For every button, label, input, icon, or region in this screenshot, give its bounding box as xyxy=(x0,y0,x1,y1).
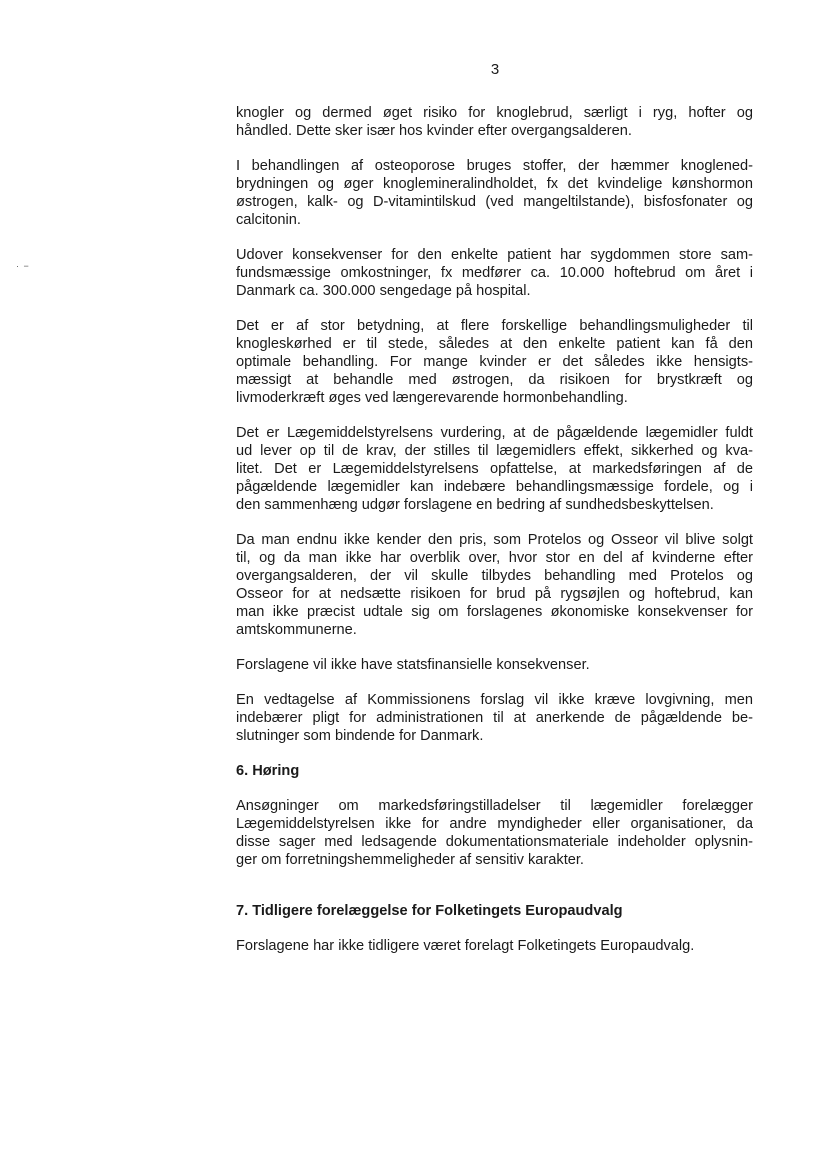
text-line: amtskommunerne. xyxy=(236,622,357,638)
text-line: mæssigt at behandle med østrogen, da risikoen for brystkræft og xyxy=(236,372,753,388)
paragraph-legislation xyxy=(236,691,753,745)
text-line: Danmark ca. 300.000 sengedage på hospital. xyxy=(236,283,531,299)
paragraph-treatment xyxy=(236,157,753,229)
text-line: Lægemiddelstyrelsen ikke for andre myndigheder eller organisationer, da xyxy=(236,816,753,832)
text-line: Da man endnu ikke kender den pris, som Protelos og Osseor vil blive solgt xyxy=(236,532,753,548)
text-line: østrogen, kalk- og D-vitamintilskud (ved mangeltilstande), bisfosfonater og xyxy=(236,194,753,210)
text-line: knogler og dermed øget risiko for knoglebrud, særligt i ryg, hofter og xyxy=(236,105,753,121)
text-line: I behandlingen af osteoporose bruges stoffer, der hæmmer knoglened- xyxy=(236,158,753,174)
text-line: indebærer pligt for administrationen til at anerkende de pågældende be- xyxy=(236,710,753,726)
text-line: Ansøgninger om markedsføringstilladelser til lægemidler forelægger xyxy=(236,798,753,814)
section-heading-prior-submission: 7. Tidligere forelæggelse for Folketingets Europaudvalg xyxy=(236,903,623,919)
paragraph-societal-costs xyxy=(236,246,753,300)
paragraph-prior-submission xyxy=(236,937,753,955)
text-line: disse sager med ledsagende dokumentationsmateriale indeholder oplysnin- xyxy=(236,834,753,850)
paragraph-state-finance xyxy=(236,656,753,674)
text-line: håndled. Dette sker især hos kvinder efter overgangsalderen. xyxy=(236,123,632,139)
text-line: ger om forretningshemmeligheder af sensitiv karakter. xyxy=(236,852,584,868)
text-line: livmoderkræft øges ved længerevarende hormonbehandling. xyxy=(236,390,628,406)
text-line: Udover konsekvenser for den enkelte patient har sygdommen store sam- xyxy=(236,247,753,263)
page-number: 3 xyxy=(490,61,500,78)
text-line: brydningen og øger knoglemineralindholdet, fx det kvindelige kønshormon xyxy=(236,176,753,192)
paragraph-treatment-options xyxy=(236,317,753,407)
text-line: optimale behandling. For mange kvinder er det således ikke hensigts- xyxy=(236,354,753,370)
text-line: den sammenhæng udgør forslagene en bedring af sundhedsbeskyttelsen. xyxy=(236,497,714,513)
text-line: slutninger som bindende for Danmark. xyxy=(236,728,484,744)
scan-mark: · − xyxy=(16,261,30,271)
paragraph-agency-assessment xyxy=(236,424,753,514)
paragraph-economic-consequences xyxy=(236,531,753,639)
text-line: Forslagene vil ikke have statsfinansielle konsekvenser. xyxy=(236,657,590,673)
paragraph-hearing xyxy=(236,797,753,869)
section-heading-hearing: 6. Høring xyxy=(236,763,300,779)
text-line: Osseor for at nedsætte risikoen for brud på rygsøjlen og hoftebrud, kan xyxy=(236,586,753,602)
text-line: man ikke præcist udtale sig om forslagenes økonomiske konsekvenser for xyxy=(236,604,753,620)
text-line: litet. Det er Lægemiddelstyrelsens opfattelse, at markedsføringen af de xyxy=(236,461,753,477)
text-line: Det er Lægemiddelstyrelsens vurdering, at de pågældende lægemidler fuldt xyxy=(236,425,753,441)
text-line: Det er af stor betydning, at flere forskellige behandlingsmuligheder til xyxy=(236,318,753,334)
text-line: Forslagene har ikke tidligere været forelagt Folketingets Europaudvalg. xyxy=(236,938,695,954)
text-line: En vedtagelse af Kommissionens forslag vil ikke kræve lovgivning, men xyxy=(236,692,753,708)
document-body xyxy=(236,104,753,955)
text-line: til, og da man ikke har overblik over, hvor stor en del af kvinderne efter xyxy=(236,550,753,566)
text-line: pågældende lægemidler kan indebære behandlingsmæssige fordele, og i xyxy=(236,479,753,495)
paragraph-osteoporosis-risk xyxy=(236,104,753,140)
text-line: overgangsalderen, der vil skulle tilbydes behandling med Protelos og xyxy=(236,568,753,584)
text-line: knogleskørhed er til stede, således at den enkelte patient kan få den xyxy=(236,336,753,352)
text-line: fundsmæssige omkostninger, fx medfører ca. 10.000 hoftebrud om året i xyxy=(236,265,753,281)
text-line: ud lever op til de krav, der stilles til lægemidlers effekt, sikkerhed og kva- xyxy=(236,443,753,459)
text-line: calcitonin. xyxy=(236,212,301,228)
